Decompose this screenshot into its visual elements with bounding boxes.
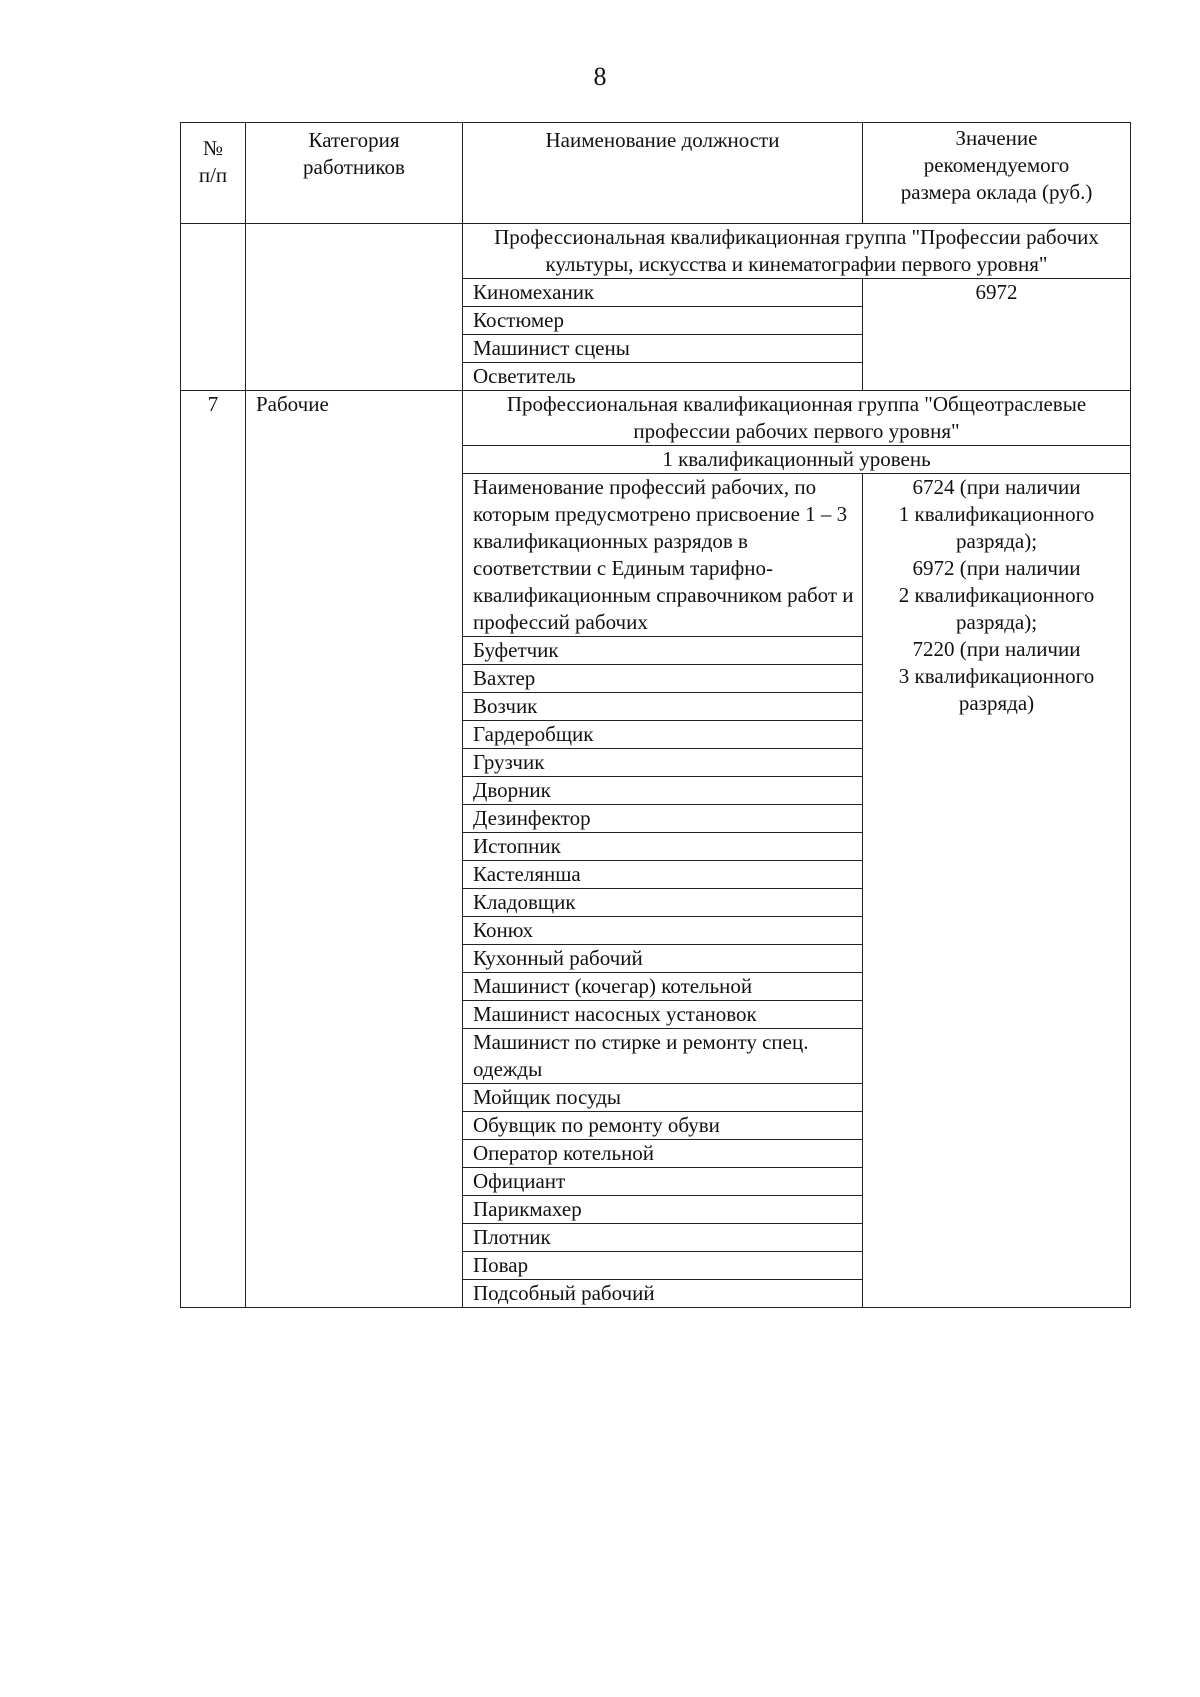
- position-cell: Обувщик по ремонту обуви: [463, 1112, 863, 1140]
- position-cell: Мойщик посуды: [463, 1084, 863, 1112]
- page-number: 8: [593, 62, 607, 91]
- position-cell: Машинист (кочегар) котельной: [463, 973, 863, 1001]
- position-cell: Кастелянша: [463, 861, 863, 889]
- position-cell: Киномеханик: [463, 279, 863, 307]
- qualification-level: 1 квалификационный уровень: [463, 446, 1131, 474]
- table-row: [181, 224, 1131, 279]
- position-cell: Конюх: [463, 917, 863, 945]
- position-cell: Костюмер: [463, 307, 863, 335]
- section1-category-cell: [246, 224, 463, 391]
- position-cell: Дворник: [463, 777, 863, 805]
- position-cell: Машинист сцены: [463, 335, 863, 363]
- section2-salary-cell: 6724 (при наличии 1 квалификационного разряда); 6972 (при наличии 2 квалификационного разряда); 7220 (при наличии 3 квалификационного разряда): [863, 474, 1131, 1308]
- section1-group-title: Профессиональная квалификационная группа "Профессии рабочих культуры, искусства и кинематографии первого уровня": [463, 224, 1131, 279]
- position-cell: Парикмахер: [463, 1196, 863, 1224]
- section2-num-cell: 7: [181, 391, 246, 1308]
- table-row: [181, 391, 1131, 446]
- header-num: [181, 123, 246, 224]
- position-cell: Гардеробщик: [463, 721, 863, 749]
- position-cell: Грузчик: [463, 749, 863, 777]
- position-cell: Осветитель: [463, 363, 863, 391]
- section2-group-title: Профессиональная квалификационная группа "Общеотраслевые профессии рабочих первого уровня": [463, 391, 1131, 446]
- position-cell: Машинист по стирке и ремонту спец. одежды: [463, 1029, 863, 1084]
- position-cell: Официант: [463, 1168, 863, 1196]
- position-cell: Истопник: [463, 833, 863, 861]
- position-cell: Вахтер: [463, 665, 863, 693]
- section1-num-cell: [181, 224, 246, 391]
- header-position: Наименование должности: [463, 123, 863, 224]
- header-salary-text: Значение рекомендуемого размера оклада (руб.): [900, 126, 1093, 204]
- staff-salary-table: [180, 122, 1131, 1308]
- section1-salary-cell: 6972: [863, 279, 1131, 391]
- position-cell: Плотник: [463, 1224, 863, 1252]
- position-cell: Дезинфектор: [463, 805, 863, 833]
- header-category: [246, 123, 463, 224]
- position-cell: Машинист насосных установок: [463, 1001, 863, 1029]
- position-cell: Буфетчик: [463, 637, 863, 665]
- position-cell: Возчик: [463, 693, 863, 721]
- position-cell: Кладовщик: [463, 889, 863, 917]
- position-cell: Оператор котельной: [463, 1140, 863, 1168]
- header-category-text: Категория работников: [303, 128, 405, 179]
- table-header-row: [181, 123, 1131, 224]
- first-position-cell: Наименование профессий рабочих, по которым предусмотрено присвоение 1 – 3 квалификационных разрядов в соответствии с Единым тарифно-квалификационным справочником работ и профессий рабочих: [463, 474, 863, 637]
- position-cell: Повар: [463, 1252, 863, 1280]
- position-cell: Кухонный рабочий: [463, 945, 863, 973]
- header-salary: [863, 123, 1131, 224]
- header-num-text: № п/п: [198, 136, 228, 187]
- section2-category-cell: Рабочие: [246, 391, 463, 1308]
- position-cell: Подсобный рабочий: [463, 1280, 863, 1308]
